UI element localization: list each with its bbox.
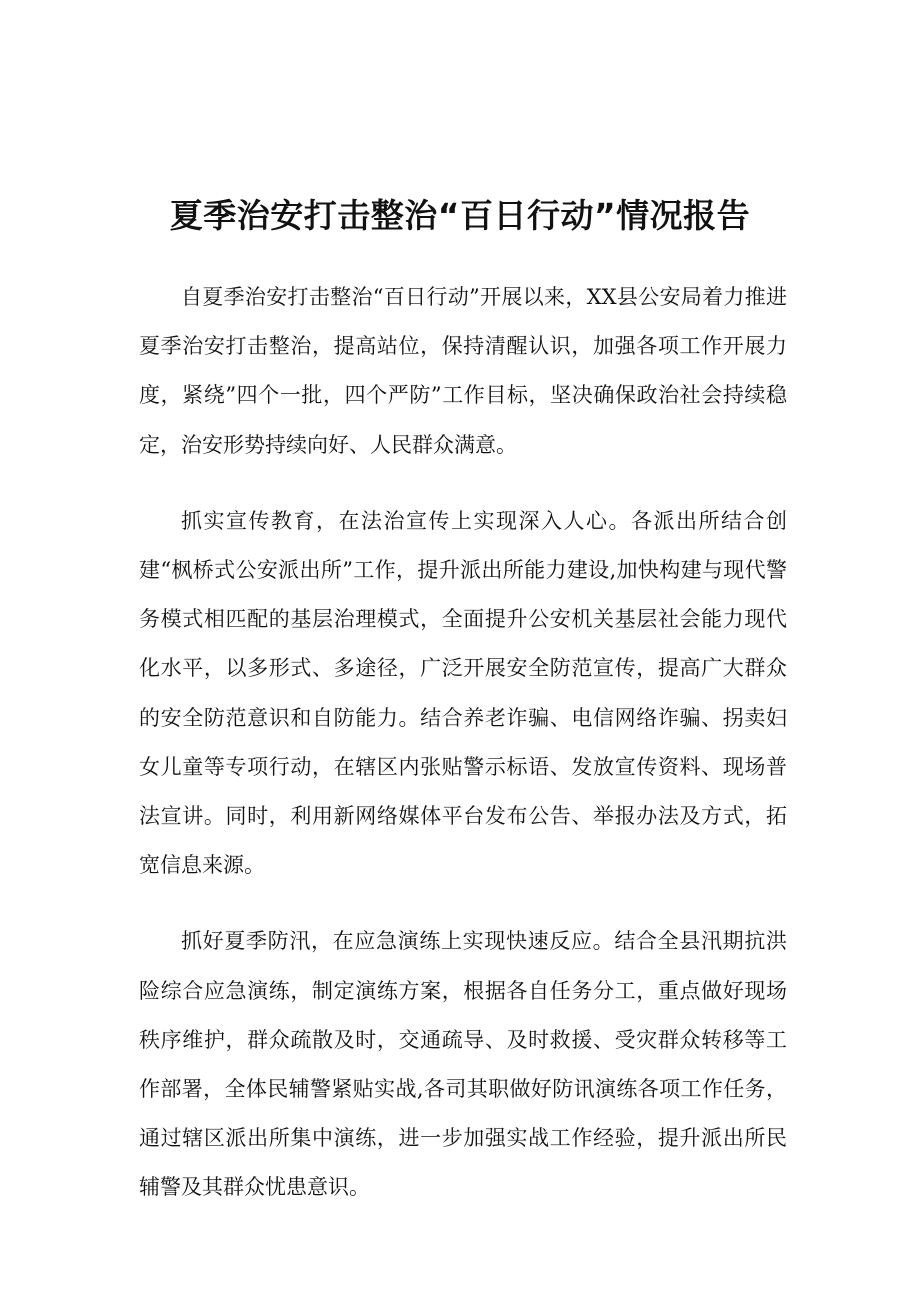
document-body — [139, 273, 787, 1213]
paragraph-flood-prevention: 抓好夏季防汛，在应急演练上实现快速反应。结合全县汛期抗洪险综合应急演练，制定演练方案，根据各自任务分工，重点做好现场秩序维护，群众疏散及时，交通疏导、及时救援、受灾群众转移等工作部署，全体民辅警紧贴实战,各司其职做好防讯演练各项工作任务，通过辖区派出所集中演练，进一步加强实战工作经验，提升派出所民辅警及其群众忧患意识。 — [139, 929, 787, 1200]
document-title: 夏季治安打击整治“百日行动”情况报告 — [169, 196, 751, 236]
paragraph-intro: 自夏季治安打击整治“百日行动”开展以来，XX县公安局着力推进夏季治安打击整治，提高站位，保持清醒认识，加强各项工作开展力度，紧绕”四个一批，四个严防”工作目标，坚决确保政治社会持续稳定，治安形势持续向好、人民群众满意。 — [139, 285, 787, 457]
paragraph-publicity-education: 抓实宣传教育，在法治宣传上实现深入人心。各派出所结合创建“枫桥式公安派出所”工作，提升派出所能力建设,加快构建与现代警务模式相匹配的基层治理模式，全面提升公安机关基层社会能力现代化水平，以多形式、多途径，广泛开展安全防范宣传，提高广大群众的安全防范意识和自防能力。结合养老诈骗、电信网络诈骗、拐卖妇女儿童等专项行动，在辖区内张贴警示标语、发放宣传资料、现场普法宣讲。同时，利用新网络媒体平台发布公告、举报办法及方式，拓宽信息来源。 — [139, 508, 787, 878]
